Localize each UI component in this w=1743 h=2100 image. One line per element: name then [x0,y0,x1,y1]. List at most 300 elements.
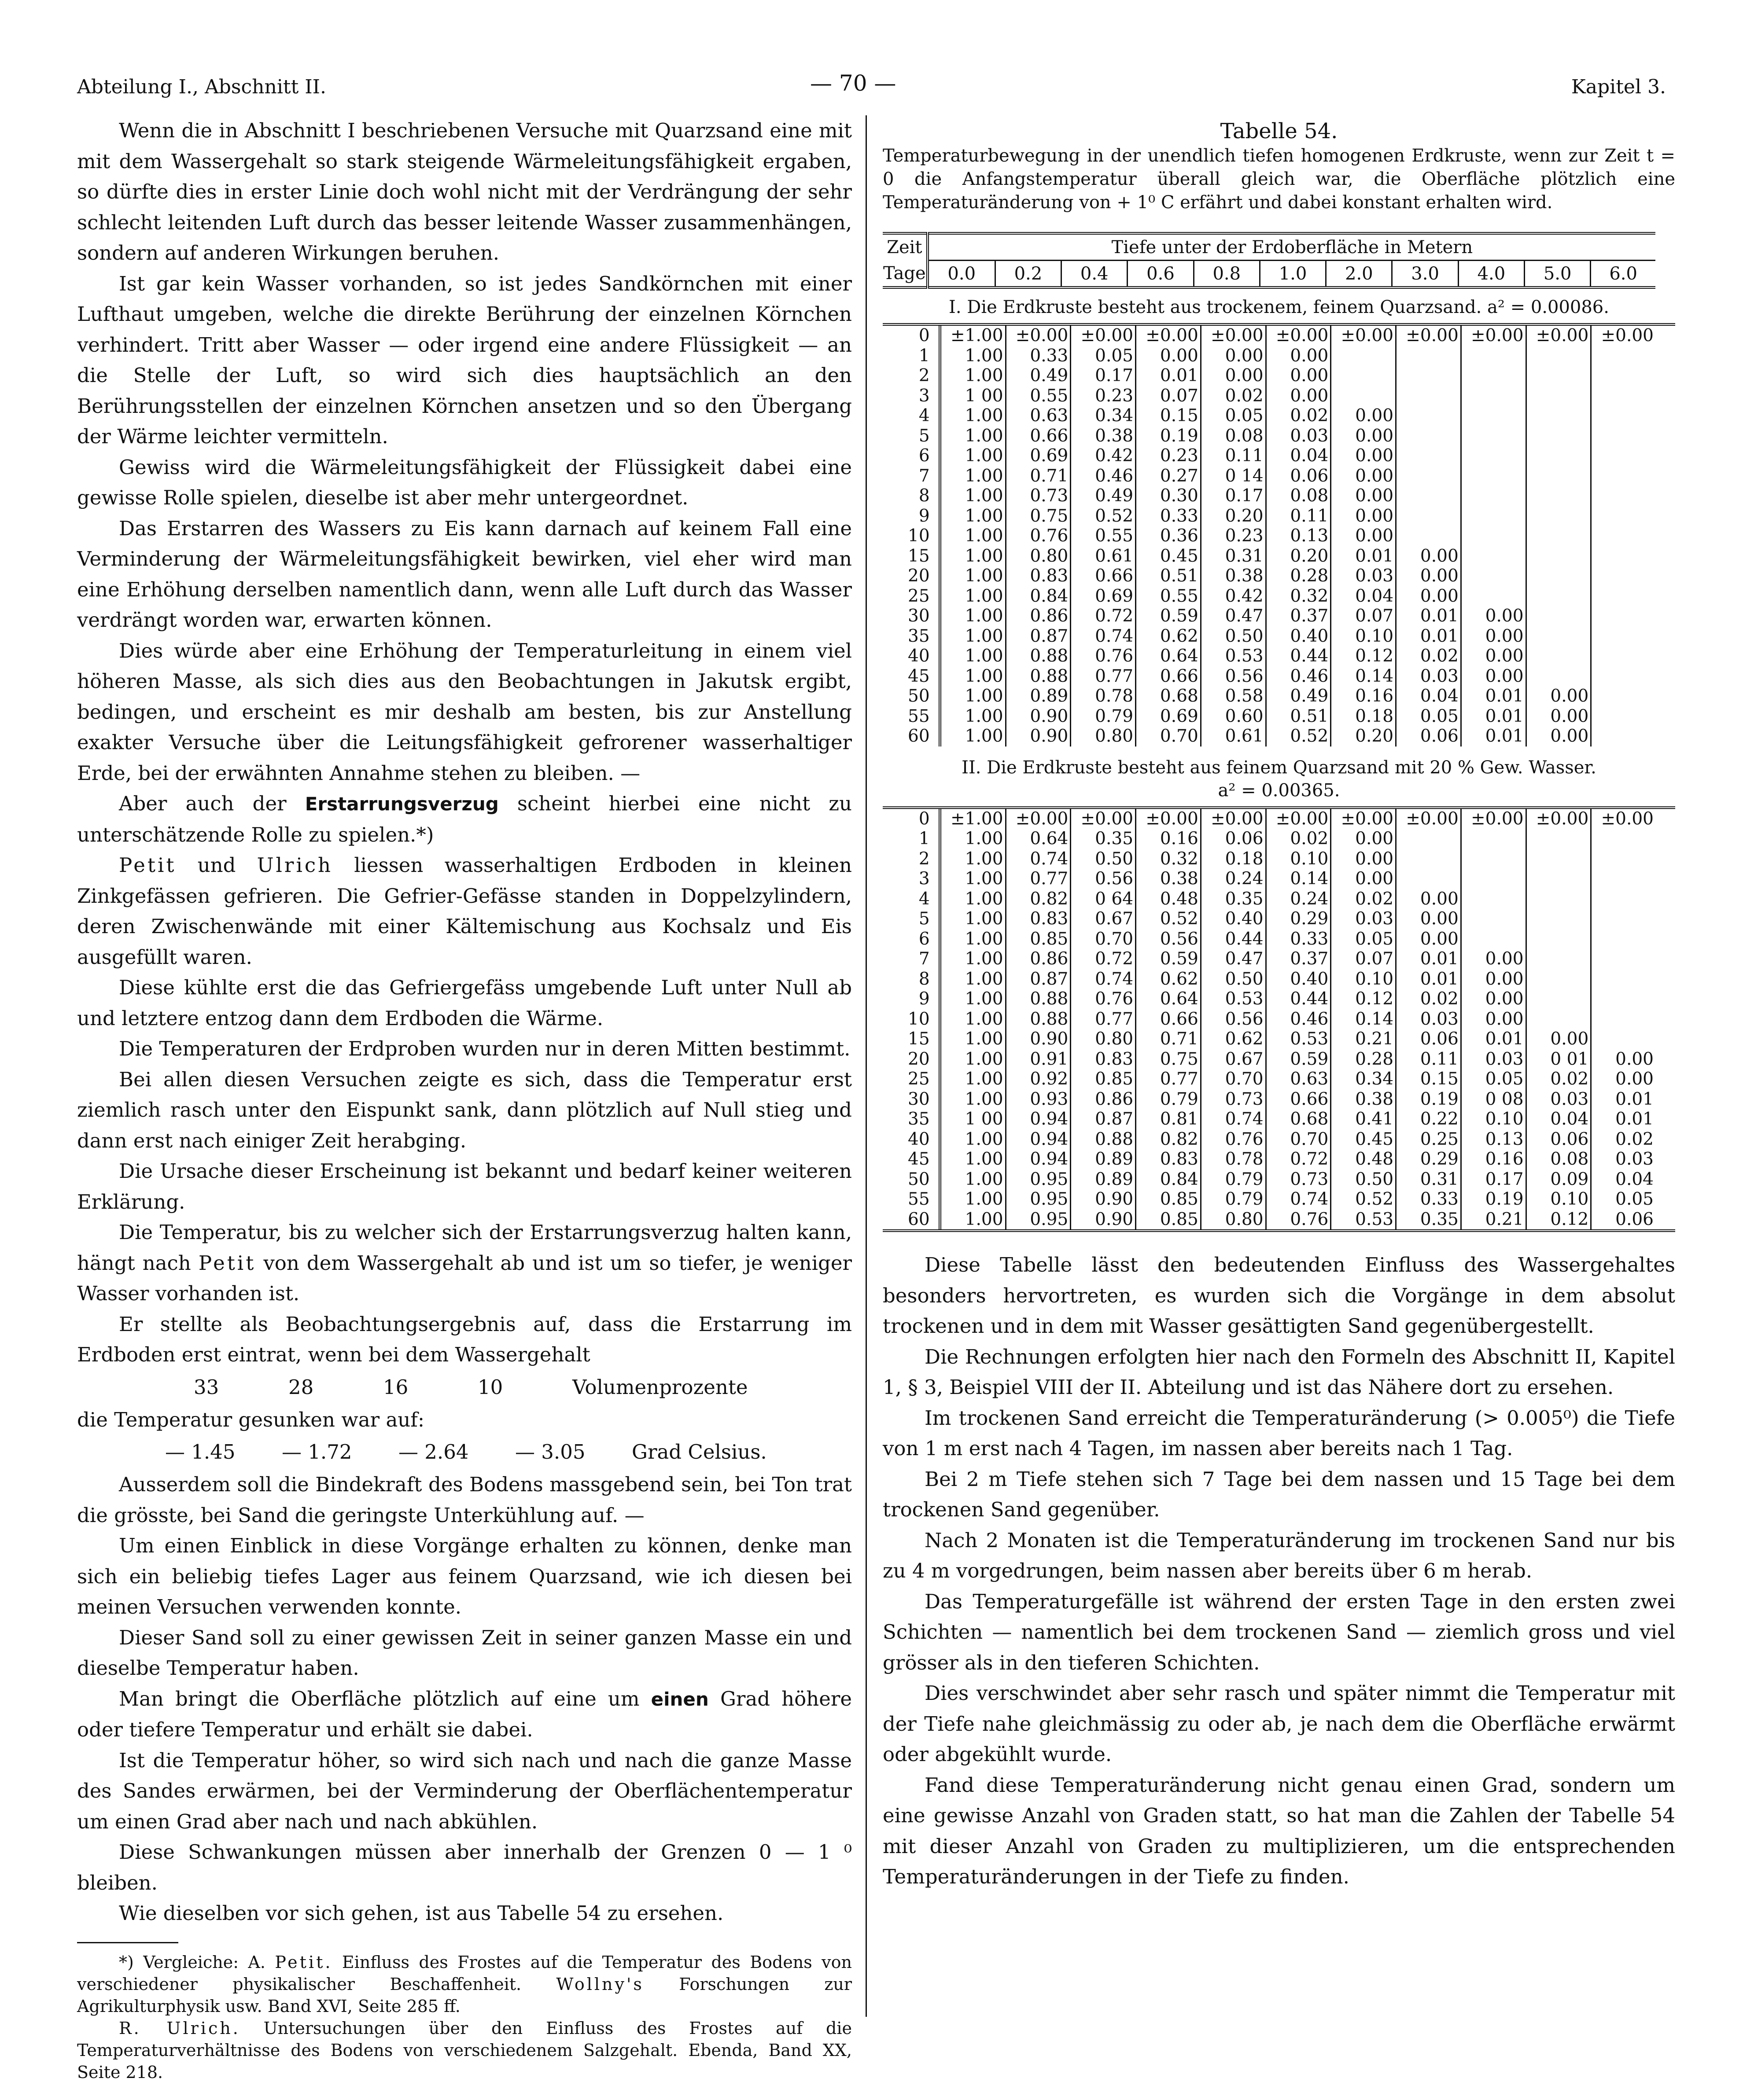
value-cell: 0.52 [1331,1189,1396,1210]
value-cell: 0.94 [1006,1129,1071,1150]
value-cell [1591,386,1655,406]
author-name: Petit [198,1251,256,1275]
value-cell: 0 14 [1201,466,1266,486]
day-cell: 15 [883,1029,940,1049]
value-cell [1526,486,1591,506]
value-cell [1526,829,1591,849]
value: — 1.45 [165,1440,236,1464]
value-cell [1591,426,1655,446]
value-cell: 0.20 [1266,546,1331,566]
value-cell: 0.28 [1331,1049,1396,1070]
value-cell: ±0.00 [1136,809,1201,829]
value-cell [1461,426,1526,446]
value-cell: 0.32 [1266,586,1331,607]
value-cell [1396,829,1461,849]
value-cell [1526,466,1591,486]
table-row [883,366,1655,386]
section-heading [883,747,1675,806]
day-cell: 20 [883,1049,940,1070]
value-cell: 0.70 [1136,726,1201,747]
value-cell: 1.00 [940,1049,1006,1070]
value: 28 [288,1375,314,1399]
day-cell: 2 [883,849,940,869]
table-row [883,1069,1655,1089]
value-cell: 0.56 [1136,929,1201,949]
value-cell: 0.01 [1461,726,1526,747]
value-cell: 0.07 [1331,949,1396,969]
value-cell: 0.35 [1201,889,1266,909]
value-cell: 0.82 [1136,1129,1201,1150]
value-cell: 0.21 [1331,1029,1396,1049]
value-cell: 0.80 [1071,726,1136,747]
value-cell: 0.90 [1006,726,1071,747]
value-cell [1591,829,1655,849]
paragraph: Die Temperaturen der Erdproben wurden nur in deren Mitten bestimmt. [119,1037,851,1060]
value-cell: 0.85 [1006,929,1071,949]
value-cell [1396,506,1461,526]
value-cell: 0.78 [1201,1149,1266,1170]
section-heading: I. Die Erdkruste besteht aus trockenem, feinem Quarzsand. a² = 0.00086. [949,297,1609,317]
value-cell: 0.53 [1331,1210,1396,1230]
value-cell: 0.07 [1136,386,1201,406]
value-cell: 0.10 [1331,969,1396,989]
value-cell: 0.10 [1526,1189,1591,1210]
paragraph [77,1217,852,1309]
value-cell: 0.79 [1201,1170,1266,1190]
value-cell [1331,386,1396,406]
value-cell: 0.04 [1396,686,1461,706]
value-cell: 1.00 [940,586,1006,607]
value-cell: 1.00 [940,1129,1006,1150]
value-cell: 0.44 [1201,929,1266,949]
footnote-rule [77,1942,178,1943]
value-cell: ±0.00 [1201,326,1266,346]
value-cell: 0.79 [1071,706,1136,727]
value: — 1.72 [282,1440,352,1464]
value-cell: 0.94 [1006,1149,1071,1170]
footnote [77,1951,852,2017]
value-cell: 0.01 [1396,626,1461,647]
table-row [883,1129,1655,1150]
value-cell: 0.00 [1331,426,1396,446]
value-cell [1591,406,1655,426]
value-cell: 0.38 [1071,426,1136,446]
paragraph: Er stellte als Beobachtungsergebnis auf, dass die Erstarrung im Erdboden erst eintrat, wenn bei dem Wassergehalt [77,1312,852,1366]
paragraph: Das Temperaturgefälle ist während der ersten Tage in den ersten zwei Schichten — namentlich bei dem trockenen Sand — ziemlich gross und viel grösser als in den tieferen Schichten. [883,1589,1675,1674]
value-cell: 0.85 [1136,1189,1201,1210]
day-cell: 8 [883,486,940,506]
value-cell: 1.00 [940,869,1006,889]
day-cell: 5 [883,426,940,446]
value-cell: 0.11 [1266,506,1331,526]
value-cell: 1.00 [940,606,1006,626]
value-cell: 0.13 [1461,1129,1526,1150]
value-cell: 0.59 [1136,606,1201,626]
value-cell: 0.71 [1006,466,1071,486]
value-cell: 0.00 [1396,546,1461,566]
value-cell [1526,869,1591,889]
value-cell [1526,889,1591,909]
day-cell: 35 [883,626,940,647]
value-cell: 0.82 [1006,889,1071,909]
value: 33 [194,1375,219,1399]
value-cell: 1.00 [940,1189,1006,1210]
paragraph [77,1684,852,1745]
value-cell [1526,566,1591,586]
paragraph [77,850,852,972]
paragraph: Nach 2 Monaten ist die Temperaturänderung im trockenen Sand nur bis zu 4 m vorgedrungen, beim nassen aber bereits über 6 m herab. [883,1528,1675,1582]
value-cell: 0.24 [1201,869,1266,889]
value-cell: 0.58 [1201,686,1266,706]
value-cell: 0.56 [1201,666,1266,687]
day-cell: 25 [883,586,940,607]
table-row [883,889,1655,909]
value-cell: ±0.00 [1266,326,1331,346]
table-row [883,326,1655,346]
depth-header: 0.8 [1194,261,1260,288]
value-cell: 0.00 [1331,829,1396,849]
value-cell [1331,366,1396,386]
value-cell: 0.83 [1006,909,1071,929]
value-cell: 0.17 [1071,366,1136,386]
day-cell: 45 [883,1149,940,1170]
paragraph: Wie dieselben vor sich gehen, ist aus Tabelle 54 zu ersehen. [119,1901,724,1925]
value-cell: 0.40 [1266,626,1331,647]
value-cell: 0.46 [1071,466,1136,486]
text: Einfluss des Frostes auf die Temperatur des Bodens von verschiedener physikalischer Beschaffenheit. [77,1952,852,1994]
table-caption: Temperaturbewegung in der unendlich tiefen homogenen Erdkruste, wenn zur Zeit t = 0 die Anfangstemperatur überall gleich war, die Oberfläche plötzlich eine Temperaturänderung von + 1⁰ C erfährt und dabei konstant erhalten wird. [883,146,1675,213]
value-cell: 0.02 [1266,829,1331,849]
paragraph: Bei 2 m Tiefe stehen sich 7 Tage bei dem nassen und 15 Tage bei dem trockenen Sand gegenüber. [883,1467,1675,1521]
value-cell: 0.00 [1331,526,1396,546]
value-cell: 0.20 [1201,506,1266,526]
table-row [883,1029,1655,1049]
value-cell: 0.04 [1266,446,1331,466]
value-cell [1591,969,1655,989]
value-cell: 0.90 [1071,1210,1136,1230]
value-cell: 0.62 [1201,1029,1266,1049]
value-cell [1396,366,1461,386]
value-cell: 0.19 [1461,1189,1526,1210]
paragraph: Dieser Sand soll zu einer gewissen Zeit in seiner ganzen Masse ein und dieselbe Temperatur haben. [77,1626,852,1680]
day-cell: 55 [883,706,940,727]
value-cell: 0.64 [1006,829,1071,849]
value-cell: 0.91 [1006,1049,1071,1070]
text: Aber auch der [119,792,287,815]
value-cell: 0.01 [1331,546,1396,566]
value-cell: 0.85 [1071,1069,1136,1089]
value-cell: 0.12 [1526,1210,1591,1230]
section-heading-line: a² = 0.00365. [1218,780,1340,801]
value-cell: ±0.00 [1591,326,1655,346]
value-cell [1591,666,1655,687]
running-header-right: Kapitel 3. [1571,76,1666,98]
value-cell: 0.04 [1591,1170,1655,1190]
value-cell [1591,909,1655,929]
value-cell: 0.23 [1201,526,1266,546]
value-cell: 0.56 [1201,1009,1266,1030]
value-cell: 0.23 [1071,386,1136,406]
value-cell: 0.46 [1266,1009,1331,1030]
table-row [883,726,1655,747]
value-cell [1526,969,1591,989]
value-cell: 0.20 [1331,726,1396,747]
value-cell: 0.70 [1266,1129,1331,1150]
depth-header: 0.2 [995,261,1061,288]
value-cell: 0.00 [1396,929,1461,949]
value-cell: 0.04 [1526,1109,1591,1129]
value-cell: 0.78 [1071,686,1136,706]
day-cell: 10 [883,526,940,546]
value-cell: 0.64 [1136,989,1201,1009]
author-name: Wollny's [556,1974,644,1994]
value-cell: 0.88 [1006,666,1071,687]
value-cell: 1.00 [940,546,1006,566]
value-cell: 0.33 [1006,346,1071,366]
value-cell [1396,386,1461,406]
value-cell: 0.02 [1526,1069,1591,1089]
table-row [883,666,1655,687]
value-cell: 0.76 [1071,646,1136,666]
table-row [883,949,1655,969]
value-cell: 0.33 [1136,506,1201,526]
value-cell: ±0.00 [1071,809,1136,829]
value-cell: 0.31 [1201,546,1266,566]
value-cell: 0.49 [1071,486,1136,506]
value-cell: 0.86 [1006,949,1071,969]
value-cell: 0.80 [1201,1210,1266,1230]
value-cell: 0.77 [1136,1069,1201,1089]
value-cell: 0.23 [1136,446,1201,466]
value-cell: 1.00 [940,949,1006,969]
value-cell: 0.37 [1266,949,1331,969]
value-cell: 0.03 [1266,426,1331,446]
value-cell: 1.00 [940,366,1006,386]
value-cell: 1.00 [940,466,1006,486]
value-cell: 0.00 [1396,566,1461,586]
day-cell: 6 [883,446,940,466]
value-cell: 1.00 [940,1009,1006,1030]
value-cell: 0.68 [1266,1109,1331,1129]
value-cell [1591,506,1655,526]
value-cell [1526,606,1591,626]
value-cell: 0.35 [1396,1210,1461,1230]
value-cell: 1.00 [940,1149,1006,1170]
value-cell: ±0.00 [1201,809,1266,829]
value-cell: 1.00 [940,526,1006,546]
value-cell [1461,406,1526,426]
value-cell: ±0.00 [1461,326,1526,346]
value-cell: 0.10 [1331,626,1396,647]
value-cell [1526,426,1591,446]
table-row [883,606,1655,626]
value-cell: 0.27 [1136,466,1201,486]
value-cell: 0.95 [1006,1170,1071,1190]
day-cell: 50 [883,686,940,706]
value-cell: 0.73 [1201,1089,1266,1110]
value-cell: 0.33 [1396,1189,1461,1210]
value-cell [1461,586,1526,607]
table-row [883,829,1655,849]
value-cell [1591,949,1655,969]
value-cell: 0.94 [1006,1109,1071,1129]
value-cell [1526,909,1591,929]
value-cell: 0.72 [1266,1149,1331,1170]
value-cell [1396,446,1461,466]
value-cell: 0.01 [1136,366,1201,386]
value-cell: 0.34 [1071,406,1136,426]
value-cell: 0.67 [1201,1049,1266,1070]
value-cell [1526,386,1591,406]
value-cell [1396,486,1461,506]
value-cell: 0.11 [1201,446,1266,466]
value-cell: 0.05 [1396,706,1461,727]
value-cell: 0.59 [1136,949,1201,969]
value-cell: 1.00 [940,646,1006,666]
day-cell: 4 [883,406,940,426]
value-cell: 0.41 [1331,1109,1396,1129]
value-cell: 0.02 [1591,1129,1655,1150]
value-cell: ±1.00 [940,326,1006,346]
value-cell: 0.66 [1136,666,1201,687]
value-cell [1461,386,1526,406]
value-cell: 0 64 [1071,889,1136,909]
value-cell: 0.15 [1136,406,1201,426]
value-cell: ±0.00 [1396,326,1461,346]
right-column [883,115,1675,1892]
text: und [197,853,236,877]
value-cell: 0.00 [1461,606,1526,626]
value-cell: 0.49 [1006,366,1071,386]
value-cell: 0.90 [1006,706,1071,727]
table-row [883,1089,1655,1110]
value-cell: 0.86 [1071,1089,1136,1110]
value-cell: 0.13 [1266,526,1331,546]
text: Forschungen zur Agrikulturphysik usw. Band XVI, Seite 285 ff. [77,1974,852,2016]
paragraph: Das Erstarren des Wassers zu Eis kann darnach auf keinem Fall eine Verminderung der Wärmeleitungsfähigkeit bewirken, viel eher wird man eine Erhöhung derselben namentlich dann, wenn alle Luft durch das Wasser verdrängt worden war, erwarten können. [77,516,852,632]
value-cell: 1.00 [940,1029,1006,1049]
value-cell: 0.00 [1526,686,1591,706]
value-cell: 0.00 [1201,366,1266,386]
value-cell [1461,829,1526,849]
value-cell [1461,929,1526,949]
depth-header: 0.4 [1061,261,1128,288]
table-row [883,706,1655,727]
value-cell: 0.06 [1396,1029,1461,1049]
value-cell: 0.68 [1136,686,1201,706]
value-cell: 0.38 [1201,566,1266,586]
value-cell: 0.89 [1006,686,1071,706]
value-cell: 0.05 [1201,406,1266,426]
value-cell: ±0.00 [1331,809,1396,829]
day-cell: 30 [883,1089,940,1110]
value-cell: 0.76 [1201,1129,1266,1150]
value-cell [1461,346,1526,366]
table-row [883,506,1655,526]
value-cell [1591,586,1655,607]
value-cell: 0.71 [1136,1029,1201,1049]
day-cell: 45 [883,666,940,687]
value-cell: 0.59 [1266,1049,1331,1070]
value-cell: ±0.00 [1396,809,1461,829]
value-cell: 0.29 [1396,1149,1461,1170]
value-cell: 0.40 [1201,909,1266,929]
depth-header: 2.0 [1326,261,1392,288]
value-cell: 0.80 [1071,1029,1136,1049]
value-cell: 0.32 [1136,849,1201,869]
value-cell: 1.00 [940,889,1006,909]
value-cell: 0.12 [1331,646,1396,666]
value-cell: 0.01 [1461,1029,1526,1049]
value-cell: 1 00 [940,1109,1006,1129]
value-cell: 1.00 [940,346,1006,366]
value-cell: 0.00 [1331,486,1396,506]
value-cell: 0.38 [1136,869,1201,889]
value-cell: 0.66 [1071,566,1136,586]
column-divider [866,115,867,2017]
value-cell [1526,346,1591,366]
value-cell: 0.10 [1266,849,1331,869]
value-cell: 0.95 [1006,1189,1071,1210]
paragraph: Diese Tabelle lässt den bedeutenden Einfluss des Wassergehaltes besonders hervortreten, es wurden sich die Vorgänge in dem absolut trockenen und in dem mit Wasser gesättigten Sand gegenübergestellt. [883,1253,1675,1338]
value-cell: 0.00 [1461,949,1526,969]
page-number: — 70 — [810,70,896,96]
day-cell: 25 [883,1069,940,1089]
value-cell: 0.69 [1006,446,1071,466]
value-cell: 0.08 [1201,426,1266,446]
value-cell: 0.87 [1006,969,1071,989]
paragraph: Ist die Temperatur höher, so wird sich nach und nach die ganze Masse des Sandes erwärmen, bei der Verminderung der Oberflächentemperatur um einen Grad aber nach und nach abkühlen. [77,1748,852,1833]
value-cell: 0.00 [1396,909,1461,929]
value-cell [1526,626,1591,647]
day-cell: 15 [883,546,940,566]
value-cell: 0.14 [1331,1009,1396,1030]
value-cell: 0.28 [1266,566,1331,586]
value-cell: 0.00 [1526,1029,1591,1049]
value-cell: 0.70 [1071,929,1136,949]
value-cell [1396,426,1461,446]
day-cell: 3 [883,386,940,406]
day-cell: 3 [883,869,940,889]
value-cell: 1.00 [940,506,1006,526]
value-cell: 1 00 [940,386,1006,406]
text: scheint hierbei eine nicht zu unterschätzende Rolle zu spielen.*) [77,792,852,846]
table-row [883,546,1655,566]
value-cell: 1.00 [940,969,1006,989]
value-cell: 0.63 [1266,1069,1331,1089]
value-cell: 0.03 [1461,1049,1526,1070]
value-cell [1591,606,1655,626]
value-cell: 0.55 [1071,526,1136,546]
table-row [883,1009,1655,1030]
value-cell [1591,566,1655,586]
paragraph: Im trockenen Sand erreicht die Temperaturänderung (> 0.005⁰) die Tiefe von 1 m erst nach 4 Tagen, im nassen aber bereits nach 1 Tag. [883,1406,1675,1460]
value-cell: 0.62 [1136,969,1201,989]
value: 16 [383,1375,409,1399]
value-cell: 1.00 [940,1069,1006,1089]
value-cell [1461,546,1526,566]
day-cell: 1 [883,829,940,849]
value-cell: 0.60 [1201,706,1266,727]
value-cell: 0.53 [1266,1029,1331,1049]
value-cell: 0.64 [1136,646,1201,666]
value-cell: 0.00 [1266,346,1331,366]
author-name: Ulrich [257,853,333,877]
value-cell: 0.00 [1331,446,1396,466]
value-cell: 0.31 [1396,1170,1461,1190]
value-cell: 0.47 [1201,949,1266,969]
value-cell: 0.19 [1396,1089,1461,1110]
